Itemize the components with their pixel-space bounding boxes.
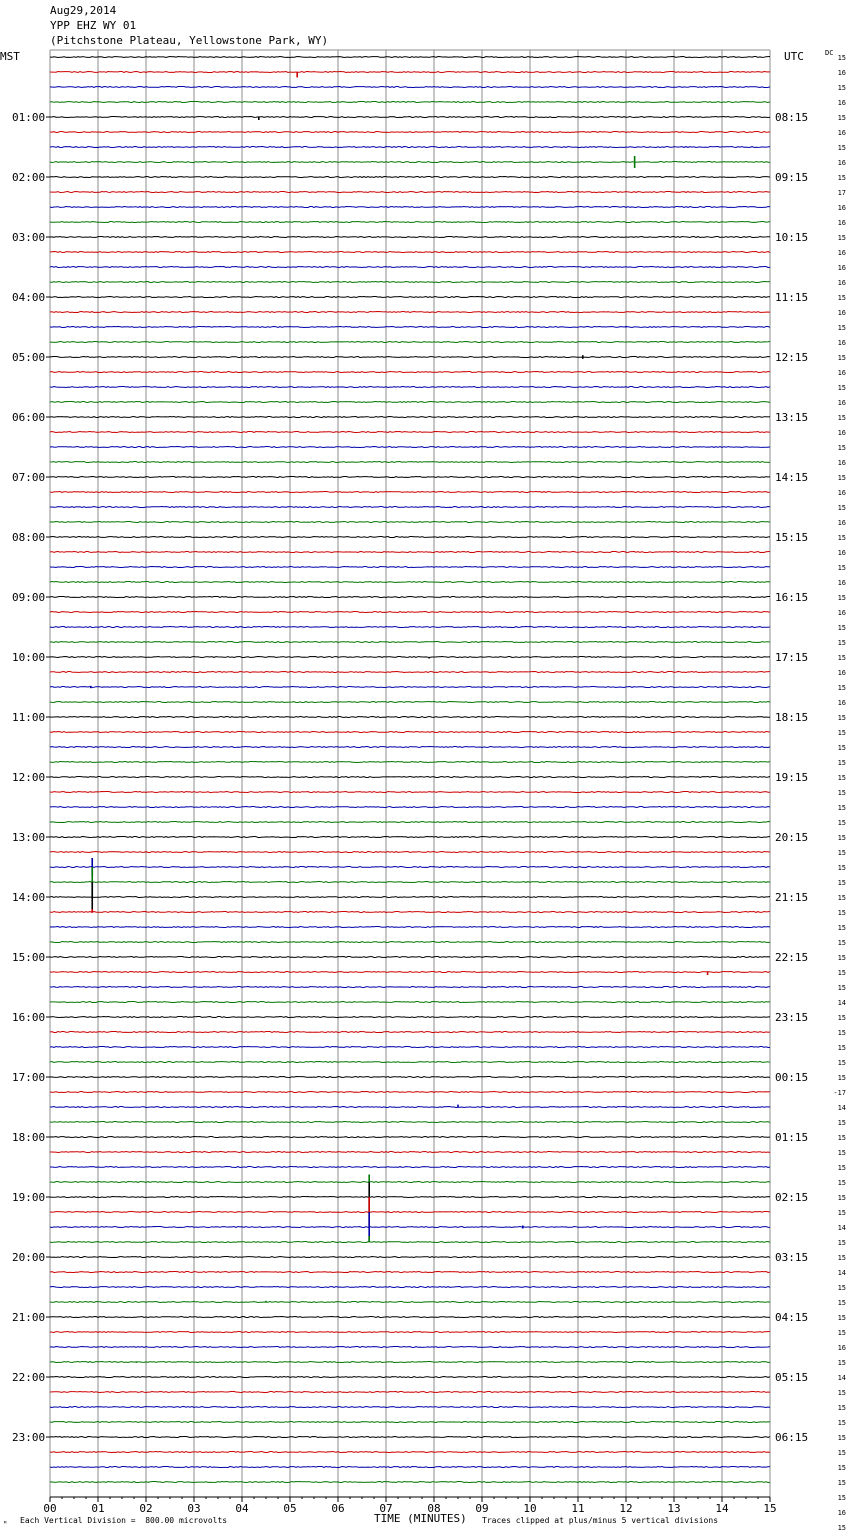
left-time-label: 01:00 <box>12 111 46 124</box>
trace-13 <box>50 252 770 253</box>
x-tick-label: 11 <box>571 1502 585 1515</box>
dc-offset-value: 15 <box>837 1389 846 1397</box>
dc-offset-value: 15 <box>837 1329 846 1337</box>
trace-61 <box>50 972 770 973</box>
dc-offset-value: 15 <box>837 909 846 917</box>
right-time-label: 22:15 <box>775 951 809 964</box>
trace-42 <box>50 687 770 688</box>
left-time-label: 10:00 <box>12 651 46 664</box>
dc-offset-value: 15 <box>837 174 846 182</box>
right-time-label: 04:15 <box>775 1311 809 1324</box>
dc-offset-value: 16 <box>837 699 846 707</box>
right-time-label: 09:15 <box>775 171 809 184</box>
trace-12 <box>50 237 770 238</box>
right-time-label: 08:15 <box>775 111 809 124</box>
right-time-label: 18:15 <box>775 711 809 724</box>
right-time-label: 06:15 <box>775 1431 809 1444</box>
trace-24 <box>50 417 770 418</box>
x-axis-title: TIME (MINUTES) <box>374 1512 467 1525</box>
dc-offset-value: 15 <box>837 444 846 452</box>
x-tick-label: 07 <box>379 1502 393 1515</box>
trace-83 <box>50 1302 770 1303</box>
trace-90 <box>50 1407 770 1408</box>
dc-offset-value: 15 <box>837 879 846 887</box>
trace-51 <box>50 822 770 823</box>
dc-offset-value: 15 <box>837 1404 846 1412</box>
left-time-label: 22:00 <box>12 1371 46 1384</box>
dc-offset-value: 14 <box>837 1104 846 1112</box>
trace-20 <box>50 357 770 358</box>
dc-offset-value: 15 <box>837 1359 846 1367</box>
trace-21 <box>50 372 770 373</box>
trace-32 <box>50 537 770 538</box>
dc-offset-value: 16 <box>837 279 846 287</box>
left-time-label: 15:00 <box>12 951 46 964</box>
dc-offset-value: 15 <box>837 729 846 737</box>
trace-78 <box>50 1227 770 1228</box>
left-time-label: 18:00 <box>12 1131 46 1144</box>
dc-offset-value: 16 <box>837 99 846 107</box>
right-time-label: 11:15 <box>775 291 809 304</box>
chart-date: Aug29,2014 <box>50 4 117 17</box>
dc-offset-value: 15 <box>837 234 846 242</box>
x-tick-label: 04 <box>235 1502 249 1515</box>
x-tick-label: 08 <box>427 1502 441 1515</box>
dc-offset-value: 15 <box>837 564 846 572</box>
x-tick-label: 03 <box>187 1502 201 1515</box>
trace-60 <box>50 957 770 958</box>
trace-79 <box>50 1242 770 1243</box>
left-time-label: 16:00 <box>12 1011 46 1024</box>
trace-85 <box>50 1332 770 1333</box>
trace-66 <box>50 1047 770 1048</box>
dc-offset-value: 15 <box>837 324 846 332</box>
dc-offset-value: 16 <box>837 309 846 317</box>
trace-72 <box>50 1137 770 1138</box>
trace-48 <box>50 777 770 778</box>
dc-offset-value: 15 <box>837 1494 846 1502</box>
trace-14 <box>50 267 770 268</box>
dc-offset-value: 15 <box>837 1419 846 1427</box>
right-time-label: 02:15 <box>775 1191 809 1204</box>
trace-70 <box>50 1107 770 1108</box>
trace-29 <box>50 492 770 493</box>
dc-offset-value: 15 <box>837 774 846 782</box>
dc-offset-value: 15 <box>837 54 846 62</box>
right-time-label: 03:15 <box>775 1251 809 1264</box>
trace-46 <box>50 747 770 748</box>
trace-50 <box>50 807 770 808</box>
right-time-label: 05:15 <box>775 1371 809 1384</box>
dc-offset-value: 15 <box>837 1449 846 1457</box>
dc-offset-value: 15 <box>837 1179 846 1187</box>
trace-27 <box>50 462 770 463</box>
dc-offset-value: 15 <box>837 864 846 872</box>
trace-84 <box>50 1317 770 1318</box>
trace-0 <box>50 57 770 58</box>
trace-63 <box>50 1002 770 1003</box>
trace-62 <box>50 987 770 988</box>
trace-75 <box>50 1182 770 1183</box>
left-time-label: 07:00 <box>12 471 46 484</box>
dc-offset-labels <box>833 54 846 1534</box>
left-time-label: 14:00 <box>12 891 46 904</box>
trace-71 <box>50 1122 770 1123</box>
left-time-label: 03:00 <box>12 231 46 244</box>
dc-offset-value: 15 <box>837 849 846 857</box>
x-tick-label: 05 <box>283 1502 297 1515</box>
dc-offset-value: 14 <box>837 1224 846 1232</box>
dc-offset-value: 15 <box>837 1254 846 1262</box>
trace-7 <box>50 162 770 163</box>
dc-offset-value: 16 <box>837 1344 846 1352</box>
dc-offset-value: 16 <box>837 219 846 227</box>
dc-offset-value: 15 <box>837 684 846 692</box>
trace-4 <box>50 117 770 118</box>
right-time-label: 17:15 <box>775 651 809 664</box>
left-time-label: 11:00 <box>12 711 46 724</box>
trace-89 <box>50 1392 770 1393</box>
dc-offset-value: 15 <box>837 1014 846 1022</box>
trace-53 <box>50 852 770 853</box>
trace-33 <box>50 552 770 553</box>
dc-offset-value: 15 <box>837 294 846 302</box>
x-tick-label: 02 <box>139 1502 153 1515</box>
dc-offset-value: 15 <box>837 804 846 812</box>
dc-offset-value: 15 <box>837 1119 846 1127</box>
dc-offset-value: 15 <box>837 1314 846 1322</box>
trace-58 <box>50 927 770 928</box>
dc-offset-value: 15 <box>837 789 846 797</box>
trace-6 <box>50 147 770 148</box>
dc-offset-value: 16 <box>837 549 846 557</box>
trace-34 <box>50 567 770 568</box>
dc-offset-value: 15 <box>837 1044 846 1052</box>
dc-offset-value: 15 <box>837 1059 846 1067</box>
dc-offset-value: 15 <box>837 744 846 752</box>
dc-offset-value: 16 <box>837 669 846 677</box>
trace-73 <box>50 1152 770 1153</box>
right-timezone-label: UTC <box>784 50 804 63</box>
scale-note: Each Vertical Division = 800.00 microvolts <box>20 1516 228 1525</box>
dc-offset-value: 15 <box>837 1029 846 1037</box>
right-time-label: 19:15 <box>775 771 809 784</box>
trace-81 <box>50 1272 770 1273</box>
left-time-label: 04:00 <box>12 291 46 304</box>
dc-offset-value: 15 <box>837 759 846 767</box>
dc-offset-value: 15 <box>837 1209 846 1217</box>
dc-offset-value: 15 <box>837 954 846 962</box>
dc-offset-value: 15 <box>837 1479 846 1487</box>
trace-54 <box>50 867 770 868</box>
dc-offset-value: 15 <box>837 819 846 827</box>
left-time-label: 19:00 <box>12 1191 46 1204</box>
left-time-label: 20:00 <box>12 1251 46 1264</box>
left-time-label: 12:00 <box>12 771 46 784</box>
trace-69 <box>50 1092 770 1093</box>
trace-88 <box>50 1377 770 1378</box>
trace-19 <box>50 342 770 343</box>
trace-31 <box>50 522 770 523</box>
left-time-label: 05:00 <box>12 351 46 364</box>
trace-87 <box>50 1362 770 1363</box>
dc-offset-value: 15 <box>837 1239 846 1247</box>
trace-17 <box>50 312 770 313</box>
dc-offset-value: 16 <box>837 579 846 587</box>
trace-10 <box>50 207 770 208</box>
trace-92 <box>50 1437 770 1438</box>
dc-offset-value: 16 <box>837 1509 846 1517</box>
right-time-label: 01:15 <box>775 1131 809 1144</box>
left-time-label: 08:00 <box>12 531 46 544</box>
trace-18 <box>50 327 770 328</box>
x-tick-label: 13 <box>667 1502 681 1515</box>
trace-64 <box>50 1017 770 1018</box>
trace-41 <box>50 672 770 673</box>
dc-offset-value: -17 <box>833 1089 846 1097</box>
dc-offset-value: 15 <box>837 84 846 92</box>
dc-offset-value: 15 <box>837 1149 846 1157</box>
trace-16 <box>50 297 770 298</box>
left-time-label: 21:00 <box>12 1311 46 1324</box>
dc-offset-value: 16 <box>837 459 846 467</box>
dc-offset-value: 15 <box>837 1194 846 1202</box>
dc-offset-value: 15 <box>837 114 846 122</box>
dc-offset-value: 15 <box>837 1464 846 1472</box>
trace-68 <box>50 1077 770 1078</box>
x-tick-label: 00 <box>43 1502 57 1515</box>
dc-offset-value: 16 <box>837 249 846 257</box>
dc-offset-header: DC <box>825 49 834 57</box>
dc-offset-value: 16 <box>837 264 846 272</box>
dc-offset-value: 15 <box>837 924 846 932</box>
dc-offset-value: 15 <box>837 1434 846 1442</box>
x-tick-label: 01 <box>91 1502 105 1515</box>
right-time-label: 21:15 <box>775 891 809 904</box>
dc-offset-value: 16 <box>837 69 846 77</box>
trace-74 <box>50 1167 770 1168</box>
left-time-label: 13:00 <box>12 831 46 844</box>
trace-57 <box>50 912 770 913</box>
dc-offset-value: 16 <box>837 129 846 137</box>
trace-80 <box>50 1257 770 1258</box>
dc-offset-value: 15 <box>837 534 846 542</box>
right-time-label: 15:15 <box>775 531 809 544</box>
trace-30 <box>50 507 770 508</box>
right-time-label: 20:15 <box>775 831 809 844</box>
right-time-label: 14:15 <box>775 471 809 484</box>
trace-82 <box>50 1287 770 1288</box>
trace-38 <box>50 627 770 628</box>
trace-11 <box>50 222 770 223</box>
dc-offset-value: 15 <box>837 354 846 362</box>
trace-28 <box>50 477 770 478</box>
dc-offset-value: 15 <box>837 384 846 392</box>
dc-offset-value: 15 <box>837 939 846 947</box>
trace-95 <box>50 1482 770 1483</box>
dc-offset-value: 15 <box>837 504 846 512</box>
dc-offset-value: 14 <box>837 1269 846 1277</box>
left-time-label: 06:00 <box>12 411 46 424</box>
trace-47 <box>50 762 770 763</box>
left-time-label: 23:00 <box>12 1431 46 1444</box>
dc-offset-value: 16 <box>837 369 846 377</box>
trace-67 <box>50 1062 770 1063</box>
trace-55 <box>50 882 770 883</box>
trace-44 <box>50 717 770 718</box>
dc-offset-value: 15 <box>837 1074 846 1082</box>
trace-36 <box>50 597 770 598</box>
trace-93 <box>50 1452 770 1453</box>
right-time-label: 12:15 <box>775 351 809 364</box>
x-tick-label: 15 <box>763 1502 777 1515</box>
dc-offset-value: 16 <box>837 159 846 167</box>
trace-1 <box>50 72 770 73</box>
clip-note: Traces clipped at plus/minus 5 vertical divisions <box>482 1516 719 1525</box>
trace-22 <box>50 387 770 388</box>
left-time-label: 17:00 <box>12 1071 46 1084</box>
dc-offset-value: 15 <box>837 144 846 152</box>
dc-offset-value: 15 <box>837 1284 846 1292</box>
right-time-label: 10:15 <box>775 231 809 244</box>
station-location: (Pitchstone Plateau, Yellowstone Park, WY) <box>50 34 329 47</box>
trace-9 <box>50 192 770 193</box>
dc-offset-value: 15 <box>837 624 846 632</box>
dc-offset-value: 16 <box>837 489 846 497</box>
trace-77 <box>50 1212 770 1213</box>
trace-26 <box>50 447 770 448</box>
trace-45 <box>50 732 770 733</box>
trace-15 <box>50 282 770 283</box>
dc-offset-value: 15 <box>837 474 846 482</box>
right-time-label: 13:15 <box>775 411 809 424</box>
dc-offset-value: 16 <box>837 204 846 212</box>
dc-offset-value: 17 <box>837 189 846 197</box>
trace-23 <box>50 402 770 403</box>
trace-5 <box>50 132 770 133</box>
left-time-label: 09:00 <box>12 591 46 604</box>
dc-offset-value: 16 <box>837 519 846 527</box>
trace-59 <box>50 942 770 943</box>
trace-35 <box>50 582 770 583</box>
dc-offset-value: 15 <box>837 714 846 722</box>
dc-offset-value: 15 <box>837 414 846 422</box>
dc-offset-value: 14 <box>837 999 846 1007</box>
trace-52 <box>50 837 770 838</box>
dc-offset-value: 15 <box>837 984 846 992</box>
dc-offset-value: 15 <box>837 594 846 602</box>
dc-offset-value: 16 <box>837 339 846 347</box>
left-time-label: 02:00 <box>12 171 46 184</box>
dc-offset-value: 15 <box>837 969 846 977</box>
station-code: YPP EHZ WY 01 <box>50 19 137 32</box>
trace-56 <box>50 897 770 898</box>
logo-mark: ᴹ <box>3 1520 8 1528</box>
trace-49 <box>50 792 770 793</box>
x-tick-label: 06 <box>331 1502 345 1515</box>
dc-offset-value: 16 <box>837 429 846 437</box>
dc-offset-value: 15 <box>837 1134 846 1142</box>
right-time-label: 16:15 <box>775 591 809 604</box>
trace-91 <box>50 1422 770 1423</box>
trace-37 <box>50 612 770 613</box>
dc-offset-value: 15 <box>837 1164 846 1172</box>
trace-40 <box>50 657 770 658</box>
trace-65 <box>50 1032 770 1033</box>
dc-offset-value: 15 <box>837 1524 846 1532</box>
x-tick-label: 12 <box>619 1502 633 1515</box>
trace-43 <box>50 702 770 703</box>
right-time-label: 23:15 <box>775 1011 809 1024</box>
left-timezone-label: MST <box>0 50 20 63</box>
dc-offset-value: 16 <box>837 609 846 617</box>
trace-86 <box>50 1347 770 1348</box>
dc-offset-value: 14 <box>837 1374 846 1382</box>
dc-offset-value: 15 <box>837 1299 846 1307</box>
seismic-traces <box>50 57 770 1483</box>
x-tick-label: 14 <box>715 1502 729 1515</box>
x-tick-label: 10 <box>523 1502 537 1515</box>
dc-offset-value: 15 <box>837 654 846 662</box>
trace-3 <box>50 102 770 103</box>
right-time-label: 00:15 <box>775 1071 809 1084</box>
dc-offset-value: 15 <box>837 834 846 842</box>
trace-8 <box>50 177 770 178</box>
dc-offset-value: 16 <box>837 399 846 407</box>
dc-offset-value: 15 <box>837 894 846 902</box>
trace-94 <box>50 1467 770 1468</box>
trace-39 <box>50 642 770 643</box>
trace-76 <box>50 1197 770 1198</box>
x-tick-label: 09 <box>475 1502 489 1515</box>
dc-offset-value: 15 <box>837 639 846 647</box>
trace-2 <box>50 87 770 88</box>
trace-25 <box>50 432 770 433</box>
